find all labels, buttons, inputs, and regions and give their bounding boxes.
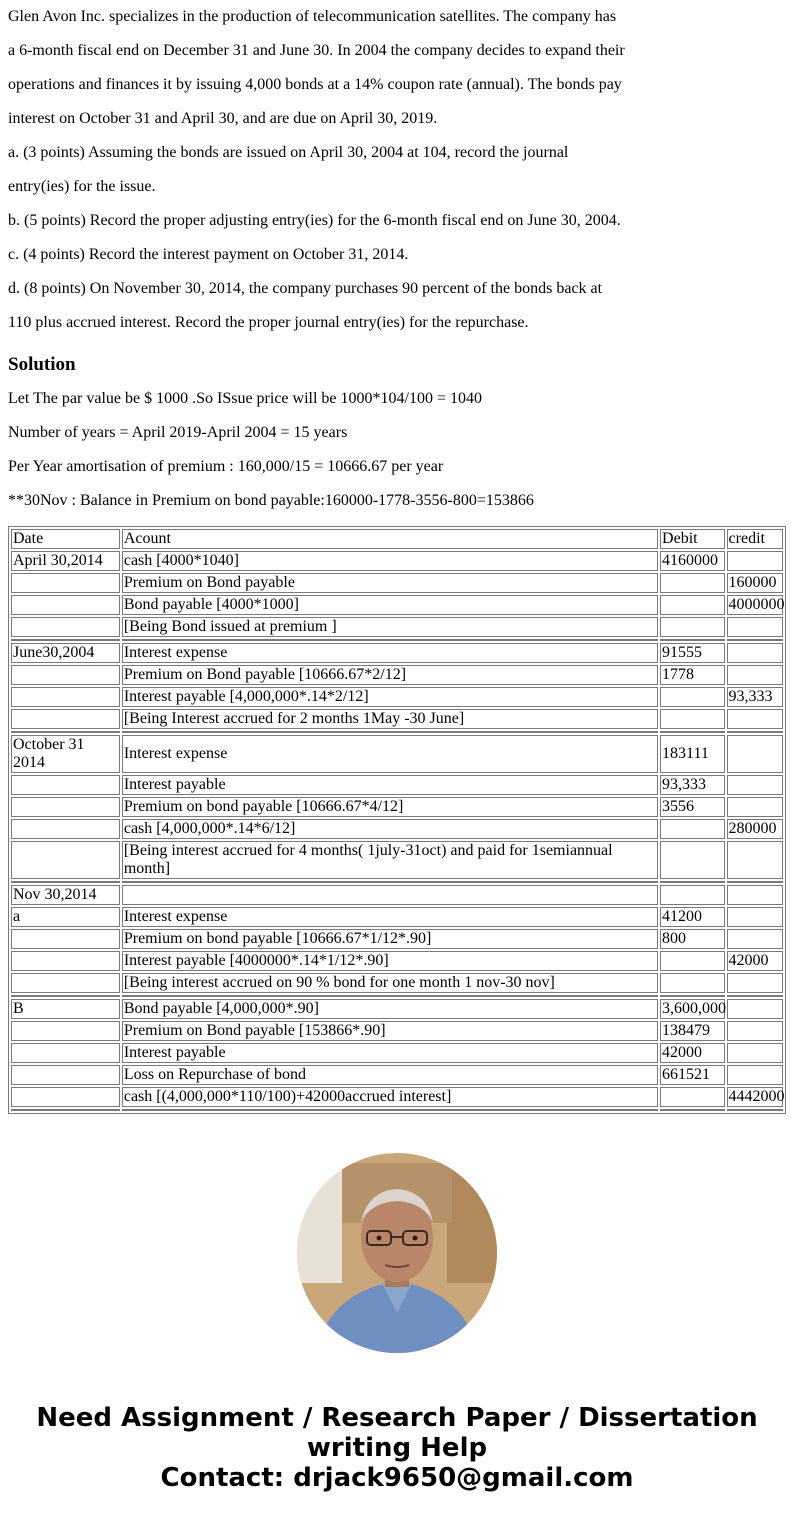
cell-account: [Being interest accrued for 4 months( 1july-31oct) and paid for 1semiannual month] bbox=[122, 841, 658, 879]
header-debit: Debit bbox=[660, 529, 725, 549]
cell-account: cash [4000*1040] bbox=[122, 551, 658, 571]
cell-date: October 31 2014 bbox=[11, 735, 120, 773]
cell-date bbox=[11, 687, 120, 707]
cell-date bbox=[11, 1087, 120, 1107]
separator-cell bbox=[122, 881, 658, 883]
table-row bbox=[11, 797, 783, 817]
cell-account: Premium on bond payable [10666.67*1/12*.90] bbox=[122, 929, 658, 949]
table-row bbox=[11, 1065, 783, 1085]
separator-cell bbox=[11, 881, 120, 883]
cell-account: Premium on Bond payable bbox=[122, 573, 658, 593]
separator-cell bbox=[727, 995, 783, 997]
table-row bbox=[11, 929, 783, 949]
cell-debit bbox=[660, 841, 725, 879]
entry-separator bbox=[11, 1109, 783, 1111]
cell-debit bbox=[660, 595, 725, 615]
table-row bbox=[11, 841, 783, 879]
cell-credit: 42000 bbox=[727, 951, 783, 971]
table-row bbox=[11, 951, 783, 971]
solution-heading: Solution bbox=[8, 354, 76, 375]
cell-date bbox=[11, 665, 120, 685]
cell-debit bbox=[660, 951, 725, 971]
footer-line: Need Assignment / Research Paper / Dissertation bbox=[36, 1403, 758, 1433]
table-row bbox=[11, 819, 783, 839]
cell-account bbox=[122, 885, 658, 905]
cell-account: Loss on Repurchase of bond bbox=[122, 1065, 658, 1085]
header-date: Date bbox=[11, 529, 120, 549]
cell-credit: 280000 bbox=[727, 819, 783, 839]
table-row bbox=[11, 665, 783, 685]
cell-debit bbox=[660, 709, 725, 729]
separator-cell bbox=[11, 995, 120, 997]
cell-account: Premium on Bond payable [10666.67*2/12] bbox=[122, 665, 658, 685]
cell-account: Interest payable bbox=[122, 775, 658, 795]
cell-debit bbox=[660, 885, 725, 905]
entry-separator bbox=[11, 639, 783, 641]
separator-cell bbox=[122, 995, 658, 997]
solution-line: Per Year amortisation of premium : 160,000/15 = 10666.67 per year bbox=[8, 458, 444, 475]
journal-body bbox=[11, 529, 783, 1111]
separator-cell bbox=[11, 1109, 120, 1111]
separator-cell bbox=[727, 1109, 783, 1111]
separator-cell bbox=[660, 995, 725, 997]
table-row bbox=[11, 1043, 783, 1063]
question-text bbox=[8, 0, 786, 340]
cell-credit: 160000 bbox=[727, 573, 783, 593]
table-row bbox=[11, 1021, 783, 1041]
cell-date bbox=[11, 951, 120, 971]
question-line: Glen Avon Inc. specializes in the production of telecommunication satellites. The company has bbox=[8, 8, 617, 25]
cell-debit bbox=[660, 617, 725, 637]
cell-account: Interest payable [4,000,000*.14*2/12] bbox=[122, 687, 658, 707]
cell-account: Interest expense bbox=[122, 735, 658, 773]
cell-credit bbox=[727, 797, 783, 817]
cell-credit bbox=[727, 1065, 783, 1085]
document-content bbox=[8, 0, 786, 1114]
cell-credit bbox=[727, 999, 783, 1019]
header-account: Acount bbox=[122, 529, 658, 549]
cell-debit bbox=[660, 819, 725, 839]
cell-account: Premium on bond payable [10666.67*4/12] bbox=[122, 797, 658, 817]
cell-account: cash [(4,000,000*110/100)+42000accrued interest] bbox=[122, 1087, 658, 1107]
cell-account: Bond payable [4000*1000] bbox=[122, 595, 658, 615]
cell-account: Interest payable bbox=[122, 1043, 658, 1063]
entry-separator bbox=[11, 995, 783, 997]
cell-date bbox=[11, 1043, 120, 1063]
question-part-a-cont: entry(ies) for the issue. bbox=[8, 178, 156, 195]
footer-line: writing Help bbox=[306, 1433, 488, 1463]
table-row bbox=[11, 775, 783, 795]
separator-cell bbox=[660, 731, 725, 733]
cell-date bbox=[11, 617, 120, 637]
cell-account: [Being interest accrued on 90 % bond for one month 1 nov-30 nov] bbox=[122, 973, 658, 993]
question-part-a: a. (3 points) Assuming the bonds are issued on April 30, 2004 at 104, record the journal bbox=[8, 144, 569, 161]
table-row bbox=[11, 735, 783, 773]
cell-date: June30,2004 bbox=[11, 643, 120, 663]
person-photo-icon bbox=[297, 1153, 497, 1353]
separator-cell bbox=[660, 1109, 725, 1111]
cell-date bbox=[11, 595, 120, 615]
journal-table bbox=[8, 526, 786, 1114]
footer-promo bbox=[0, 1403, 794, 1493]
cell-credit: 93,333 bbox=[727, 687, 783, 707]
table-row bbox=[11, 687, 783, 707]
separator-cell bbox=[122, 639, 658, 641]
solution-line: Let The par value be $ 1000 .So ISsue price will be 1000*104/100 = 1040 bbox=[8, 390, 482, 407]
separator-cell bbox=[727, 881, 783, 883]
table-row bbox=[11, 709, 783, 729]
separator-cell bbox=[727, 731, 783, 733]
cell-credit bbox=[727, 617, 783, 637]
cell-date bbox=[11, 775, 120, 795]
cell-debit: 1778 bbox=[660, 665, 725, 685]
cell-debit bbox=[660, 573, 725, 593]
cell-debit: 183111 bbox=[660, 735, 725, 773]
cell-account: Premium on Bond payable [153866*.90] bbox=[122, 1021, 658, 1041]
question-part-d: d. (8 points) On November 30, 2014, the company purchases 90 percent of the bonds back at bbox=[8, 280, 603, 297]
cell-debit: 661521 bbox=[660, 1065, 725, 1085]
table-row bbox=[11, 573, 783, 593]
cell-account: Interest expense bbox=[122, 907, 658, 927]
cell-debit bbox=[660, 687, 725, 707]
question-part-d-cont: 110 plus accrued interest. Record the proper journal entry(ies) for the repurchase. bbox=[8, 314, 529, 331]
table-row bbox=[11, 1087, 783, 1107]
cell-debit: 800 bbox=[660, 929, 725, 949]
table-row bbox=[11, 595, 783, 615]
cell-credit bbox=[727, 551, 783, 571]
cell-credit bbox=[727, 735, 783, 773]
entry-separator bbox=[11, 881, 783, 883]
solution-notes bbox=[8, 382, 786, 518]
question-part-c: c. (4 points) Record the interest payment on October 31, 2014. bbox=[8, 246, 409, 263]
cell-debit: 93,333 bbox=[660, 775, 725, 795]
cell-debit: 138479 bbox=[660, 1021, 725, 1041]
cell-credit bbox=[727, 643, 783, 663]
cell-debit: 41200 bbox=[660, 907, 725, 927]
cell-credit bbox=[727, 841, 783, 879]
separator-cell bbox=[660, 881, 725, 883]
separator-cell bbox=[122, 1109, 658, 1111]
cell-date bbox=[11, 929, 120, 949]
cell-date: B bbox=[11, 999, 120, 1019]
cell-debit: 4160000 bbox=[660, 551, 725, 571]
header-credit: credit bbox=[727, 529, 783, 549]
cell-date bbox=[11, 841, 120, 879]
table-row bbox=[11, 551, 783, 571]
solution-line: Number of years = April 2019-April 2004 = 15 years bbox=[8, 424, 348, 441]
cell-credit: 4000000 bbox=[728, 596, 785, 613]
cell-date: Nov 30,2014 bbox=[11, 885, 120, 905]
cell-account: [Being Interest accrued for 2 months 1May -30 June] bbox=[122, 709, 658, 729]
separator-cell bbox=[11, 639, 120, 641]
question-line: operations and finances it by issuing 4,000 bonds at a 14% coupon rate (annual). The bonds pay bbox=[8, 76, 622, 93]
table-row bbox=[11, 907, 783, 927]
entry-separator bbox=[11, 731, 783, 733]
cell-debit: 42000 bbox=[660, 1043, 725, 1063]
cell-date bbox=[11, 819, 120, 839]
table-header-row bbox=[11, 529, 783, 549]
separator-cell bbox=[727, 639, 783, 641]
cell-credit bbox=[727, 775, 783, 795]
cell-date: a bbox=[11, 907, 120, 927]
cell-account: [Being Bond issued at premium ] bbox=[122, 617, 658, 637]
table-row bbox=[11, 617, 783, 637]
question-line: interest on October 31 and April 30, and are due on April 30, 2019. bbox=[8, 110, 438, 127]
solution-line: **30Nov : Balance in Premium on bond payable:160000-1778-3556-800=153866 bbox=[8, 492, 534, 509]
cell-account: Bond payable [4,000,000*.90] bbox=[122, 999, 658, 1019]
table-row bbox=[11, 973, 783, 993]
cell-account: Interest expense bbox=[122, 643, 658, 663]
cell-debit bbox=[660, 1087, 725, 1107]
table-row bbox=[11, 885, 783, 905]
contact-email: Contact: drjack9650@gmail.com bbox=[160, 1463, 634, 1493]
cell-credit bbox=[727, 1021, 783, 1041]
separator-cell bbox=[11, 731, 120, 733]
cell-date bbox=[11, 797, 120, 817]
question-part-b: b. (5 points) Record the proper adjusting entry(ies) for the 6-month fiscal end on June 30, 2004. bbox=[8, 212, 621, 229]
cell-date bbox=[11, 709, 120, 729]
cell-credit bbox=[727, 1043, 783, 1063]
separator-cell bbox=[122, 731, 658, 733]
cell-credit bbox=[727, 929, 783, 949]
cell-date bbox=[11, 573, 120, 593]
cell-account: cash [4,000,000*.14*6/12] bbox=[122, 819, 658, 839]
cell-date bbox=[11, 973, 120, 993]
question-line: a 6-month fiscal end on December 31 and June 30. In 2004 the company decides to expand their bbox=[8, 42, 625, 59]
cell-credit bbox=[727, 709, 783, 729]
cell-account: Interest payable [4000000*.14*1/12*.90] bbox=[122, 951, 658, 971]
cell-debit: 3,600,000 bbox=[662, 1000, 727, 1017]
cell-debit bbox=[660, 973, 725, 993]
table-row bbox=[11, 999, 783, 1019]
cell-credit bbox=[727, 973, 783, 993]
author-avatar bbox=[297, 1153, 497, 1353]
cell-debit: 91555 bbox=[660, 643, 725, 663]
table-row bbox=[11, 643, 783, 663]
cell-date: April 30,2014 bbox=[11, 551, 120, 571]
cell-date bbox=[11, 1021, 120, 1041]
cell-debit: 3556 bbox=[660, 797, 725, 817]
separator-cell bbox=[660, 639, 725, 641]
cell-credit bbox=[727, 907, 783, 927]
cell-credit bbox=[727, 885, 783, 905]
cell-credit bbox=[727, 665, 783, 685]
cell-credit: 4442000 bbox=[728, 1088, 785, 1105]
cell-date bbox=[11, 1065, 120, 1085]
